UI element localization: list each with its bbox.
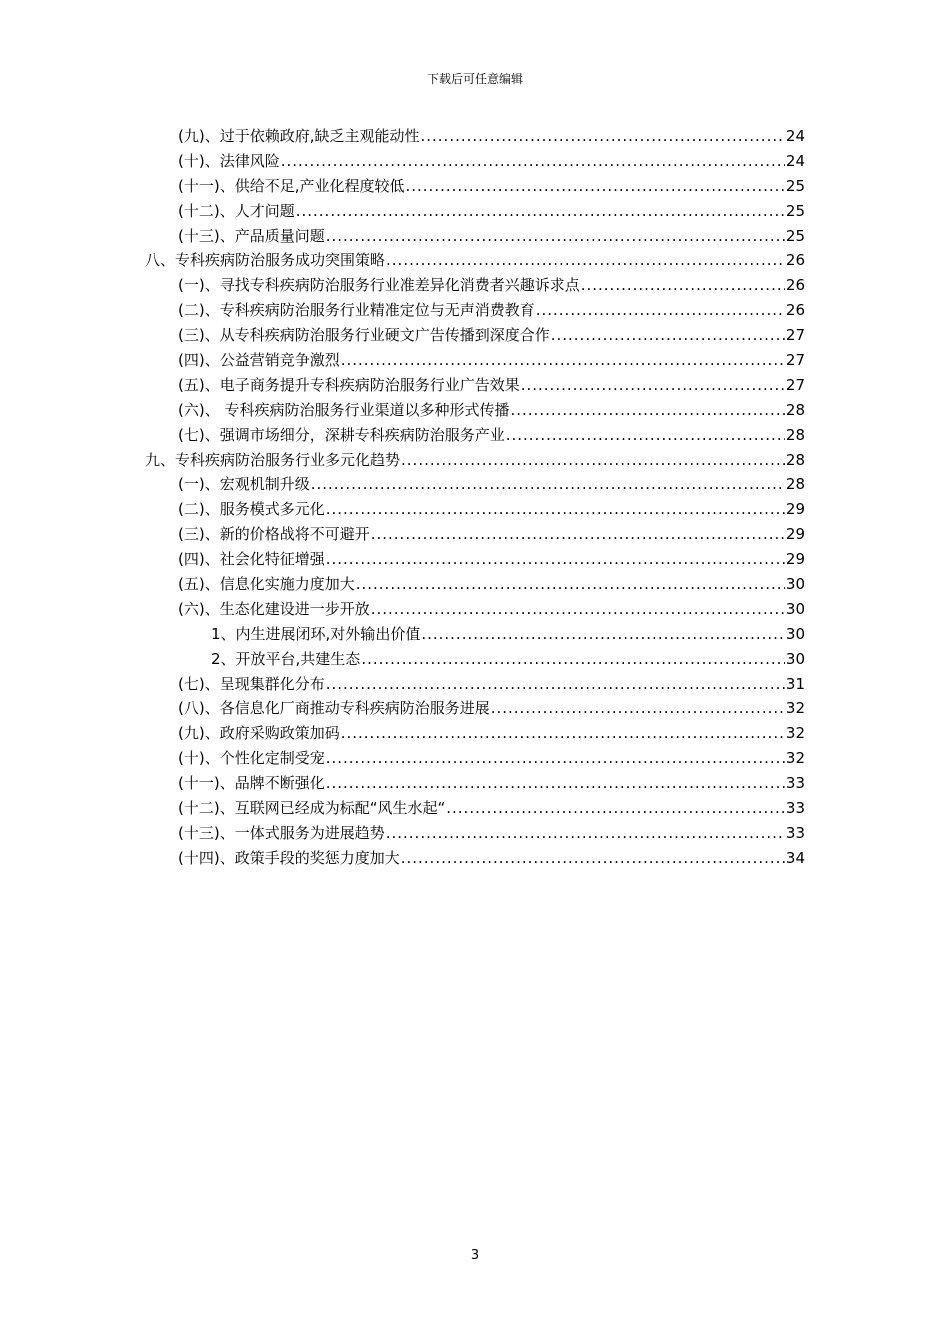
toc-entry-title: (九)、政府采购政策加码	[178, 724, 340, 743]
toc-dot-leader	[536, 301, 785, 319]
toc-entry-page: 32	[785, 724, 805, 743]
toc-entry[interactable]	[145, 125, 805, 150]
toc-entry-title: (二)、专科疾病防治服务行业精准定位与无声消费教育	[178, 301, 535, 320]
toc-entry[interactable]	[145, 722, 805, 747]
toc-dot-leader	[446, 799, 785, 817]
toc-entry[interactable]	[145, 399, 805, 424]
toc-entry-page: 26	[785, 276, 805, 295]
toc-entry[interactable]	[145, 598, 805, 623]
toc-entry[interactable]	[145, 623, 805, 648]
toc-dot-leader	[581, 276, 785, 294]
toc-dot-leader	[401, 849, 785, 867]
toc-entry-page: 24	[785, 151, 805, 170]
toc-entry-title: (八)、各信息化厂商推动专科疾病防治服务进展	[178, 699, 490, 718]
toc-dot-leader	[551, 326, 785, 344]
page-number: 3	[470, 1248, 480, 1263]
toc-dot-leader	[326, 227, 785, 245]
toc-dot-leader	[386, 251, 785, 269]
toc-entry-page: 30	[785, 599, 805, 618]
toc-entry[interactable]	[145, 150, 805, 175]
toc-entry[interactable]	[145, 449, 805, 474]
toc-entry[interactable]	[145, 747, 805, 772]
toc-dot-leader	[421, 625, 785, 643]
toc-entry-page: 30	[785, 649, 805, 668]
toc-dot-leader	[356, 575, 785, 593]
toc-dot-leader	[491, 699, 785, 717]
toc-entry-page: 34	[785, 848, 805, 867]
page-header: 下载后可任意编辑	[426, 72, 523, 86]
toc-entry-title: 八、专科疾病防治服务成功突围策略	[145, 251, 386, 270]
toc-entry[interactable]	[145, 573, 805, 598]
toc-entry-title: (五)、电子商务提升专科疾病防治服务行业广告效果	[178, 375, 520, 394]
toc-dot-leader	[521, 376, 785, 394]
toc-entry[interactable]	[145, 324, 805, 349]
toc-dot-leader	[420, 127, 784, 145]
toc-entry-page: 29	[785, 550, 805, 569]
toc-entry-title: (一)、宏观机制升级	[178, 475, 310, 494]
toc-entry-page: 33	[785, 823, 805, 842]
toc-entry-title: (五)、信息化实施力度加大	[178, 575, 355, 594]
toc-entry-title: 2、开放平台,共建生态	[211, 649, 361, 668]
toc-entry-title: (三)、从专科疾病防治服务行业硬文广告传播到深度合作	[178, 326, 550, 345]
table-of-contents	[145, 125, 805, 872]
toc-entry-title: 九、专科疾病防治服务行业多元化趋势	[145, 450, 401, 469]
toc-dot-leader	[326, 500, 785, 518]
toc-entry-title: (四)、社会化特征增强	[178, 550, 325, 569]
toc-dot-leader	[405, 177, 784, 195]
toc-entry-page: 26	[785, 251, 805, 270]
toc-entry-page: 33	[785, 774, 805, 793]
toc-entry[interactable]	[145, 523, 805, 548]
toc-dot-leader	[341, 724, 785, 742]
toc-entry-page: 27	[785, 351, 805, 370]
toc-entry[interactable]	[145, 200, 805, 225]
toc-entry[interactable]	[145, 847, 805, 872]
toc-entry-title: (十二)、互联网已经成为标配“风生水起“	[178, 799, 446, 818]
toc-entry-title: (九)、过于依赖政府,缺乏主观能动性	[178, 127, 420, 145]
toc-dot-leader	[401, 451, 785, 469]
toc-entry[interactable]	[145, 274, 805, 299]
toc-entry-page: 28	[785, 450, 805, 469]
toc-entry-title: (四)、公益营销竞争激烈	[178, 351, 340, 370]
toc-dot-leader	[386, 824, 785, 842]
toc-dot-leader	[510, 401, 784, 419]
toc-entry-title: (六)、生态化建设进一步开放	[178, 599, 370, 618]
toc-entry-page: 26	[785, 301, 805, 320]
toc-entry[interactable]	[145, 772, 805, 797]
toc-entry[interactable]	[145, 797, 805, 822]
toc-entry-page: 27	[785, 375, 805, 394]
toc-entry-title: (十三)、一体式服务为进展趋势	[178, 823, 385, 842]
toc-entry-page: 33	[785, 799, 805, 818]
toc-entry-page: 25	[785, 226, 805, 245]
toc-entry-title: (三)、新的价格战将不可避开	[178, 525, 370, 544]
toc-entry-page: 32	[785, 749, 805, 768]
toc-entry[interactable]	[145, 648, 805, 673]
toc-entry[interactable]	[145, 299, 805, 324]
toc-entry[interactable]	[145, 673, 805, 698]
toc-entry-page: 29	[785, 525, 805, 544]
toc-entry-title: (十四)、政策手段的奖惩力度加大	[178, 848, 400, 867]
toc-dot-leader	[326, 749, 785, 767]
toc-entry-title: 1、内生进展闭环,对外输出价值	[211, 624, 421, 643]
toc-dot-leader	[311, 475, 785, 493]
toc-entry-page: 30	[785, 624, 805, 643]
toc-entry-title: (一)、寻找专科疾病防治服务行业准差异化消费者兴趣诉求点	[178, 276, 580, 295]
toc-entry-page: 28	[785, 425, 805, 444]
toc-entry-page: 25	[785, 176, 805, 195]
toc-entry-title: (六)、 专科疾病防治服务行业渠道以多种形式传播	[178, 400, 510, 419]
toc-dot-leader	[506, 426, 785, 444]
toc-entry-page: 29	[785, 500, 805, 519]
toc-entry-title: (十)、个性化定制受宠	[178, 749, 325, 768]
toc-dot-leader	[326, 774, 785, 792]
toc-entry-page: 28	[785, 400, 805, 419]
toc-entry[interactable]	[145, 374, 805, 399]
toc-entry-title: (十)、法律风险	[178, 151, 280, 170]
toc-entry[interactable]	[145, 424, 805, 449]
toc-entry-title: (十一)、供给不足,产业化程度较低	[178, 176, 405, 195]
toc-dot-leader	[361, 650, 785, 668]
toc-entry-title: (十三)、产品质量问题	[178, 226, 325, 245]
toc-entry-title: (十二)、人才问题	[178, 201, 295, 220]
toc-entry-page: 27	[785, 326, 805, 345]
toc-dot-leader	[296, 202, 785, 220]
toc-entry-page: 31	[785, 674, 805, 693]
toc-entry-title: (二)、服务模式多元化	[178, 500, 325, 519]
toc-entry[interactable]	[145, 175, 805, 200]
toc-entry[interactable]	[145, 473, 805, 498]
toc-entry[interactable]	[145, 349, 805, 374]
toc-entry[interactable]	[145, 822, 805, 847]
toc-entry-title: (七)、呈现集群化分布	[178, 674, 325, 693]
toc-dot-leader	[326, 550, 785, 568]
toc-entry-page: 30	[785, 575, 805, 594]
toc-entry-page: 25	[785, 201, 805, 220]
toc-dot-leader	[326, 675, 785, 693]
toc-entry[interactable]	[145, 249, 805, 274]
toc-entry-page: 24	[785, 127, 805, 145]
toc-entry-title: (七)、强调市场细分，深耕专科疾病防治服务产业	[178, 425, 505, 444]
toc-entry-title: (十一)、品牌不断强化	[178, 774, 325, 793]
toc-entry[interactable]	[145, 548, 805, 573]
toc-entry-page: 32	[785, 699, 805, 718]
toc-entry-page: 28	[785, 475, 805, 494]
toc-dot-leader	[371, 600, 785, 618]
toc-entry[interactable]	[145, 498, 805, 523]
toc-dot-leader	[371, 525, 785, 543]
toc-dot-leader	[341, 351, 785, 369]
toc-entry[interactable]	[145, 225, 805, 250]
toc-dot-leader	[281, 152, 785, 170]
toc-entry[interactable]	[145, 697, 805, 722]
